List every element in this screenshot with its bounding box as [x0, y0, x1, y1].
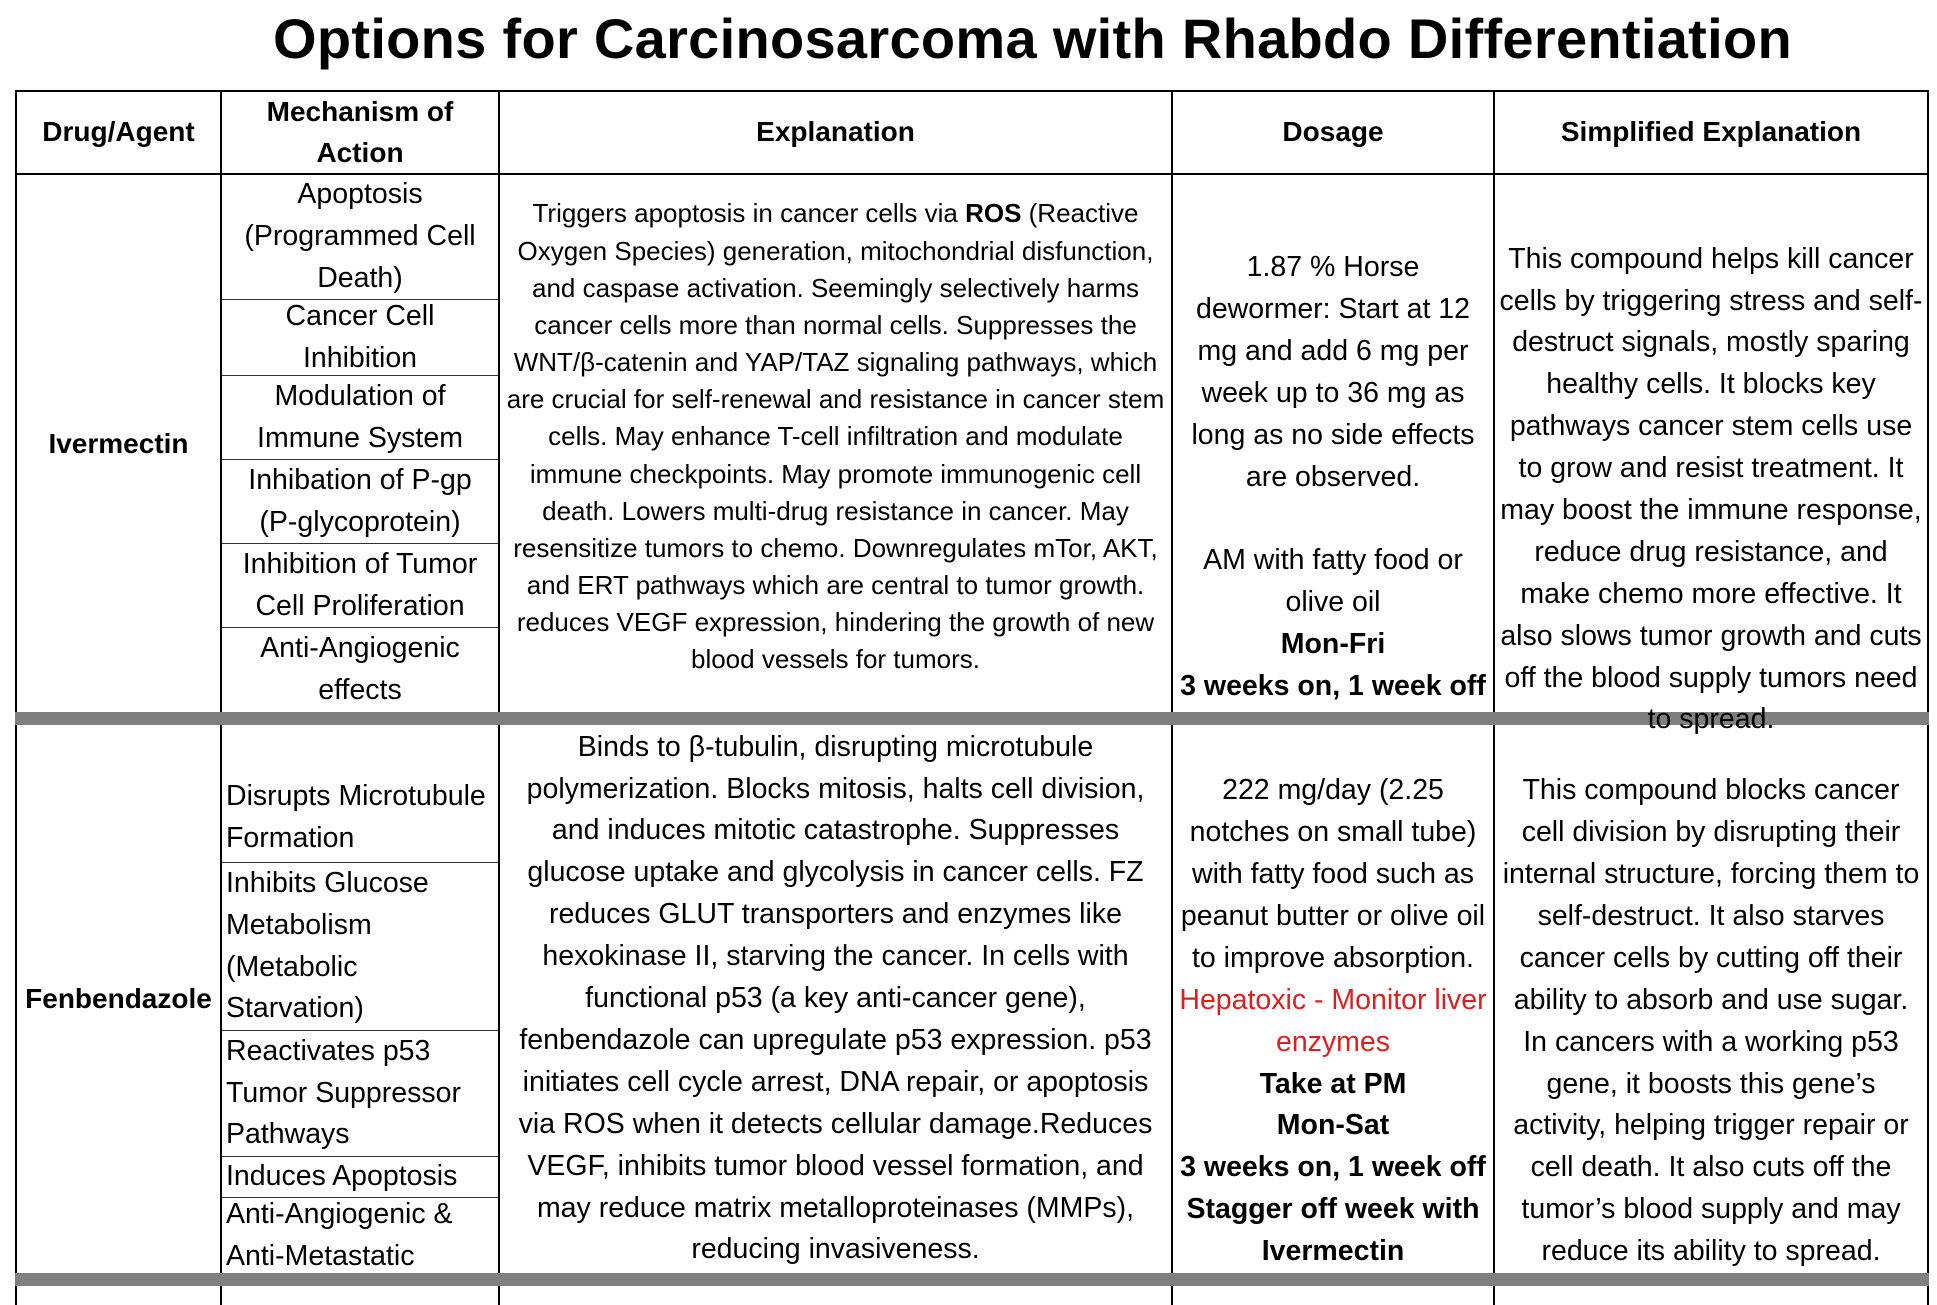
- dosage-days: Mon-Sat: [1276, 1109, 1390, 1142]
- dosage-stagger: Stagger off week with Ivermectin: [1186, 1193, 1480, 1268]
- drug-name: Fenbendazole: [25, 983, 212, 1014]
- header-dosage: Dosage: [1282, 116, 1384, 148]
- explanation-text: [500, 200, 1171, 674]
- dosage-main: 222 mg/day (2.25 notches on small tube) with fatty food such as peanut butter or olive oil to improve absorption.: [1180, 774, 1486, 974]
- mechanism-item: Inhibits Glucose Metabolism (Metabolic Starvation): [226, 866, 429, 1025]
- dosage-days: Mon-Fri: [1280, 628, 1386, 661]
- header-mechanism: Mechanism of Action: [266, 95, 454, 168]
- dosage-timing: Take at PM: [1259, 1067, 1407, 1100]
- mechanism-item: Disrupts Microtubule Formation: [226, 780, 486, 855]
- mechanism-item: Inhibition of Tumor Cell Proliferation: [242, 547, 478, 622]
- mechanism-item: Modulation of Immune System: [257, 379, 463, 454]
- mechanism-item: Inhibation of P-gp (P-glycoprotein): [248, 463, 472, 538]
- mechanism-item: Apoptosis (Programmed Cell Death): [244, 178, 476, 294]
- mechanism-item: Anti-Angiogenic & Anti-Metastatic: [226, 1197, 453, 1272]
- explanation-text-part: Triggers apoptosis in cancer cells via: [532, 198, 966, 229]
- dosage-warning: Hepatoxic - Monitor liver enzymes: [1179, 983, 1487, 1058]
- mechanism-item: Induces Apoptosis: [226, 1160, 458, 1193]
- simplified-text: This compound blocks cancer cell division by disrupting their internal structure, forcing them to self-destruct. It also starves cancer cells by cutting off their ability to absorb and use sugar. In cancers with a working p53 gene, it boosts this gene’s activity, helping trigger repair or cell death. It also cuts off the tumor’s blood supply and may reduce its ability to spread.: [1502, 774, 1920, 1268]
- dosage-main: 1.87 % Horse dewormer: Start at 12 mg and add 6 mg per week up to 36 mg as long as no side effects are observed.: [1191, 251, 1475, 493]
- options-table: [15, 90, 1930, 1305]
- simplified-text: This compound helps kill cancer cells by triggering stress and self-destruct signals, mostly sparing healthy cells. It blocks key pathways cancer stem cells use to grow and resist treatment. It may boost the immune response, reduce drug resistance, and make chemo more effective. It also slows tumor growth and cuts off the blood supply tumors need to spread.: [1499, 242, 1923, 736]
- dosage-cycle: 3 weeks on, 1 week off: [1180, 670, 1486, 703]
- explanation-highlight: ROS: [965, 198, 1022, 229]
- mechanism-item: Reactivates p53 Tumor Suppressor Pathways: [226, 1034, 461, 1151]
- header-simplified: Simplified Explanation: [1560, 116, 1862, 148]
- dosage-text: [1173, 175, 1493, 712]
- dosage-cycle: 3 weeks on, 1 week off: [1180, 1151, 1486, 1184]
- explanation-text: Binds to β-tubulin, disrupting microtubule polymerization. Blocks mitosis, halts cell division, and induces mitotic catastrophe. Suppresses glucose uptake and glycolysis in cancer cells. FZ reduces GLUT transporters and enzymes like hexokinase II, starving the cancer. In cells with functional p53 (a key anti-cancer gene), fenbendazole can upregulate p53 expression. p53 initiates cell cycle arrest, DNA repair, or apoptosis via ROS when it detects cellular damage.Reduces VEGF, inhibits tumor blood vessel formation, and may reduce matrix metalloproteinases (MMPs), reducing invasiveness.: [518, 730, 1153, 1266]
- explanation-text-part: (Reactive Oxygen Species) generation, mitochondrial disfunction, and caspase activation. Seemingly selectively harms cancer cells more than normal cells. Suppresses the WNT/β-catenin and YAP/TAZ signaling pathways, which are crucial for self-renewal and resistance in cancer stem cells. May enhance T-cell infiltration and modulate immune checkpoints. May promote immunogenic cell death. Lowers multi-drug resistance in cancer. May resensitize tumors to chemo. Downregulates mTor, AKT, and ERT pathways which are central to tumor growth. reduces VEGF expression, hindering the growth of new blood vessels for tumors.: [506, 198, 1165, 675]
- header-explanation: Explanation: [756, 116, 915, 148]
- dosage-text: [1173, 725, 1493, 1273]
- mechanism-item: Anti-Angiogenic effects: [260, 632, 460, 706]
- drug-name: Ivermectin: [48, 427, 189, 459]
- header-drug: Drug/Agent: [42, 116, 195, 148]
- table-border-right: [1927, 90, 1929, 1305]
- mechanism-item: Cancer Cell Inhibition: [285, 299, 435, 374]
- dosage-timing: AM with fatty food or olive oil: [1203, 544, 1463, 619]
- page-title: Options for Carcinosarcoma with Rhabdo Differentiation: [273, 7, 1792, 70]
